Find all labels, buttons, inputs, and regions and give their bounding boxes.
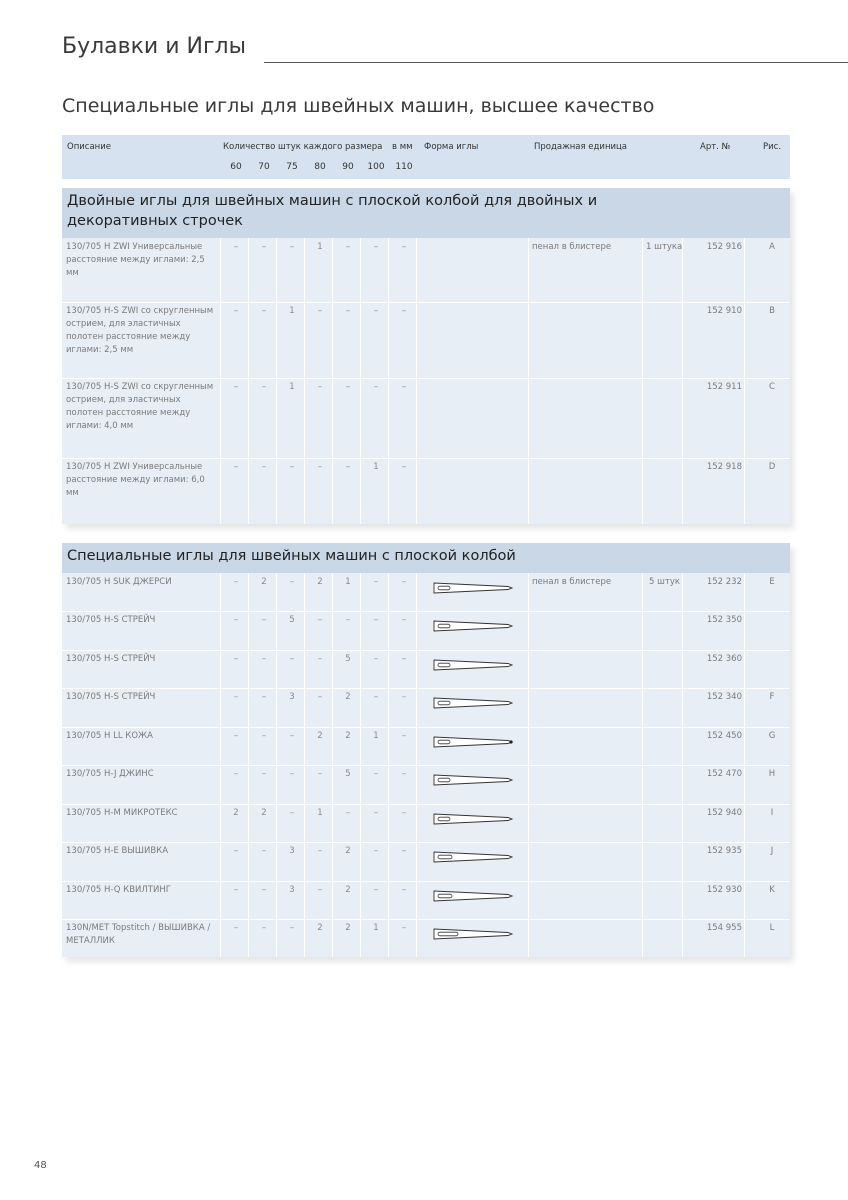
quantity-size-70: –: [261, 306, 267, 316]
size-60: 60: [230, 162, 242, 172]
quantity-size-110: –: [401, 382, 407, 392]
quantity-size-90: 5: [345, 654, 351, 664]
needle-description: 130/705 H-Q КВИЛТИНГ: [66, 885, 171, 895]
quantity-size-90: 1: [345, 577, 351, 587]
article-number: 152 232: [706, 577, 742, 587]
quantity-size-60: –: [233, 382, 239, 392]
col-article-label: Арт. №: [700, 142, 731, 152]
quantity-size-100: –: [373, 306, 379, 316]
quantity-size-70: –: [261, 692, 267, 702]
quantity-size-80: –: [317, 382, 323, 392]
column-divider: [744, 238, 745, 524]
article-number: 152 910: [706, 306, 742, 316]
size-70: 70: [258, 162, 270, 172]
quantity-size-60: –: [233, 846, 239, 856]
quantity-size-100: –: [373, 808, 379, 818]
column-divider: [682, 238, 683, 524]
needle-description: 130/705 H-J ДЖИНС: [66, 769, 154, 779]
column-divider: [528, 238, 529, 524]
quantity-size-70: –: [261, 382, 267, 392]
row-divider: [62, 765, 790, 766]
figure-letter: D: [768, 462, 776, 472]
sales-unit-quantity: 1 штука: [646, 242, 683, 252]
quantity-size-110: –: [401, 615, 407, 625]
figure-letter: H: [768, 769, 776, 779]
row-divider: [62, 458, 790, 459]
quantity-size-80: –: [317, 615, 323, 625]
quantity-size-110: –: [401, 654, 407, 664]
section-double-needles: [62, 188, 790, 524]
quantity-size-80: –: [317, 846, 323, 856]
quantity-size-80: –: [317, 885, 323, 895]
table-column-header: [62, 135, 790, 179]
page-title: Специальные иглы для швейных машин, высшее качество: [62, 95, 655, 117]
quantity-size-100: 1: [373, 731, 379, 741]
sales-unit-quantity: 5 штук: [648, 577, 680, 587]
quantity-size-60: –: [233, 692, 239, 702]
col-description-label: Описание: [67, 142, 111, 152]
size-75: 75: [286, 162, 298, 172]
quantity-size-70: –: [261, 242, 267, 252]
quantity-size-90: –: [345, 615, 351, 625]
quantity-size-80: –: [317, 306, 323, 316]
quantity-size-60: –: [233, 577, 239, 587]
row-divider: [62, 611, 790, 612]
article-number: 154 955: [706, 923, 742, 933]
quantity-size-75: –: [289, 923, 295, 933]
quantity-size-70: –: [261, 731, 267, 741]
quantity-size-100: –: [373, 692, 379, 702]
quantity-size-110: –: [401, 692, 407, 702]
quantity-size-80: –: [317, 692, 323, 702]
article-number: 152 450: [706, 731, 742, 741]
quantity-size-90: –: [345, 242, 351, 252]
needle-description: 130/705 H LL КОЖА: [66, 731, 153, 741]
figure-letter: K: [769, 885, 775, 895]
quantity-size-100: –: [373, 577, 379, 587]
col-sales-unit-label: Продажная единица: [534, 142, 628, 152]
quantity-size-90: 2: [345, 923, 351, 933]
row-divider: [62, 842, 790, 843]
quantity-size-70: –: [261, 615, 267, 625]
needle-description: 130/705 H ZWI Универсальные расстояние между иглами: 2,5 мм: [66, 242, 205, 278]
quantity-size-75: –: [289, 462, 295, 472]
section-title: Двойные иглы для швейных машин с плоской колбой для двойных и декоративных строчек: [67, 193, 598, 229]
quantity-size-75: 1: [289, 306, 295, 316]
needle-description: 130/705 H-M МИКРОТЕКС: [66, 808, 178, 818]
quantity-size-100: 1: [373, 923, 379, 933]
figure-letter: F: [769, 692, 775, 702]
quantity-size-110: –: [401, 577, 407, 587]
quantity-size-60: –: [233, 731, 239, 741]
page-number: 48: [34, 1160, 47, 1171]
quantity-size-75: 3: [289, 885, 295, 895]
quantity-size-80: 1: [317, 242, 323, 252]
article-number: 152 340: [706, 692, 742, 702]
quantity-size-110: –: [401, 306, 407, 316]
needle-description: 130N/MET Topstitch / ВЫШИВКА / МЕТАЛЛИК: [66, 923, 211, 946]
quantity-size-60: 2: [233, 808, 239, 818]
column-divider: [642, 238, 643, 524]
needle-description: 130/705 H-S СТРЕЙЧ: [66, 615, 156, 625]
quantity-size-80: 2: [317, 923, 323, 933]
quantity-size-60: –: [233, 242, 239, 252]
row-divider: [62, 919, 790, 920]
figure-letter: G: [768, 731, 776, 741]
quantity-size-75: –: [289, 731, 295, 741]
quantity-size-110: –: [401, 731, 407, 741]
needle-description: 130/705 H-S СТРЕЙЧ: [66, 692, 156, 702]
figure-letter: I: [770, 808, 774, 818]
quantity-size-70: –: [261, 769, 267, 779]
quantity-size-75: 3: [289, 692, 295, 702]
needle-description: 130/705 H-S ZWI со скругленным острием, для эластичных полотен расстояние между иглами: 4,0 мм: [66, 382, 214, 431]
figure-letter: E: [769, 577, 775, 587]
quantity-size-100: –: [373, 654, 379, 664]
quantity-size-90: 5: [345, 769, 351, 779]
quantity-size-70: –: [261, 654, 267, 664]
quantity-size-70: –: [261, 846, 267, 856]
quantity-size-80: –: [317, 462, 323, 472]
quantity-size-90: –: [345, 808, 351, 818]
section-header: [62, 543, 790, 573]
needle-description: 130/705 H-E ВЫШИВКА: [66, 846, 169, 856]
article-number: 152 360: [706, 654, 742, 664]
quantity-size-90: 2: [345, 885, 351, 895]
quantity-size-110: –: [401, 242, 407, 252]
figure-letter: L: [769, 923, 775, 933]
quantity-size-75: 1: [289, 382, 295, 392]
quantity-size-110: –: [401, 846, 407, 856]
row-divider: [62, 881, 790, 882]
section-title: Специальные иглы для швейных машин с плоской колбой: [67, 548, 516, 564]
row-divider: [62, 727, 790, 728]
quantity-size-75: –: [289, 242, 295, 252]
row-divider: [62, 302, 790, 303]
figure-letter: A: [769, 242, 775, 252]
col-figure-label: Рис.: [763, 142, 782, 152]
quantity-size-100: –: [373, 242, 379, 252]
quantity-size-90: 2: [345, 692, 351, 702]
quantity-size-70: –: [261, 923, 267, 933]
quantity-size-100: 1: [373, 462, 379, 472]
quantity-size-60: –: [233, 654, 239, 664]
quantity-size-75: 5: [289, 615, 295, 625]
row-divider: [62, 688, 790, 689]
quantity-size-75: 3: [289, 846, 295, 856]
article-number: 152 930: [706, 885, 742, 895]
quantity-size-75: –: [289, 577, 295, 587]
sales-unit-package: пенал в блистере: [532, 577, 612, 587]
figure-letter: C: [769, 382, 775, 392]
quantity-size-80: 2: [317, 731, 323, 741]
sales-unit-package: пенал в блистере: [532, 242, 612, 252]
article-number: 152 918: [706, 462, 742, 472]
needle-description: 130/705 H-S ZWI со скругленным острием, для эластичных полотен расстояние между иглами: 2,5 мм: [66, 306, 214, 355]
needle-description: 130/705 H-S СТРЕЙЧ: [66, 654, 156, 664]
quantity-size-110: –: [401, 923, 407, 933]
quantity-size-90: –: [345, 382, 351, 392]
quantity-size-60: –: [233, 462, 239, 472]
needle-description: 130/705 H SUK ДЖЕРСИ: [66, 577, 172, 587]
article-number: 152 350: [706, 615, 742, 625]
row-divider: [62, 378, 790, 379]
quantity-size-75: –: [289, 769, 295, 779]
quantity-size-100: –: [373, 769, 379, 779]
quantity-size-90: –: [345, 462, 351, 472]
article-number: 152 916: [706, 242, 742, 252]
col-quantity-label: Количество штук каждого размера: [223, 142, 383, 152]
article-number: 152 911: [706, 382, 742, 392]
quantity-size-80: –: [317, 654, 323, 664]
size-80: 80: [314, 162, 326, 172]
article-number: 152 935: [706, 846, 742, 856]
chapter-rule: [264, 62, 848, 63]
size-110: 110: [395, 162, 413, 172]
quantity-size-110: –: [401, 808, 407, 818]
size-90: 90: [342, 162, 354, 172]
quantity-size-90: 2: [345, 846, 351, 856]
quantity-size-80: 1: [317, 808, 323, 818]
quantity-size-75: –: [289, 808, 295, 818]
quantity-size-70: 2: [261, 577, 267, 587]
quantity-size-110: –: [401, 769, 407, 779]
quantity-size-80: –: [317, 769, 323, 779]
quantity-size-100: –: [373, 382, 379, 392]
col-size-unit-label: в мм: [392, 142, 413, 152]
quantity-size-100: –: [373, 846, 379, 856]
quantity-size-110: –: [401, 885, 407, 895]
needle-description: 130/705 H ZWI Универсальные расстояние между иглами: 6,0 мм: [66, 462, 205, 498]
quantity-size-60: –: [233, 923, 239, 933]
quantity-size-100: –: [373, 885, 379, 895]
row-divider: [62, 804, 790, 805]
column-divider: [220, 238, 221, 524]
chapter-title: Булавки и Иглы: [62, 34, 246, 59]
quantity-size-75: –: [289, 654, 295, 664]
quantity-size-90: 2: [345, 731, 351, 741]
quantity-size-80: 2: [317, 577, 323, 587]
quantity-size-90: –: [345, 306, 351, 316]
quantity-size-60: –: [233, 885, 239, 895]
size-100: 100: [367, 162, 385, 172]
section-special-needles: [62, 543, 790, 957]
figure-letter: J: [770, 846, 774, 856]
figure-letter: B: [769, 306, 775, 316]
quantity-size-60: –: [233, 615, 239, 625]
article-number: 152 940: [706, 808, 742, 818]
col-needle-shape-label: Форма иглы: [424, 142, 479, 152]
quantity-size-60: –: [233, 769, 239, 779]
section-header: [62, 188, 790, 238]
quantity-size-60: –: [233, 306, 239, 316]
quantity-size-110: –: [401, 462, 407, 472]
quantity-size-70: 2: [261, 808, 267, 818]
article-number: 152 470: [706, 769, 742, 779]
quantity-size-100: –: [373, 615, 379, 625]
row-divider: [62, 650, 790, 651]
quantity-size-70: –: [261, 885, 267, 895]
quantity-size-70: –: [261, 462, 267, 472]
